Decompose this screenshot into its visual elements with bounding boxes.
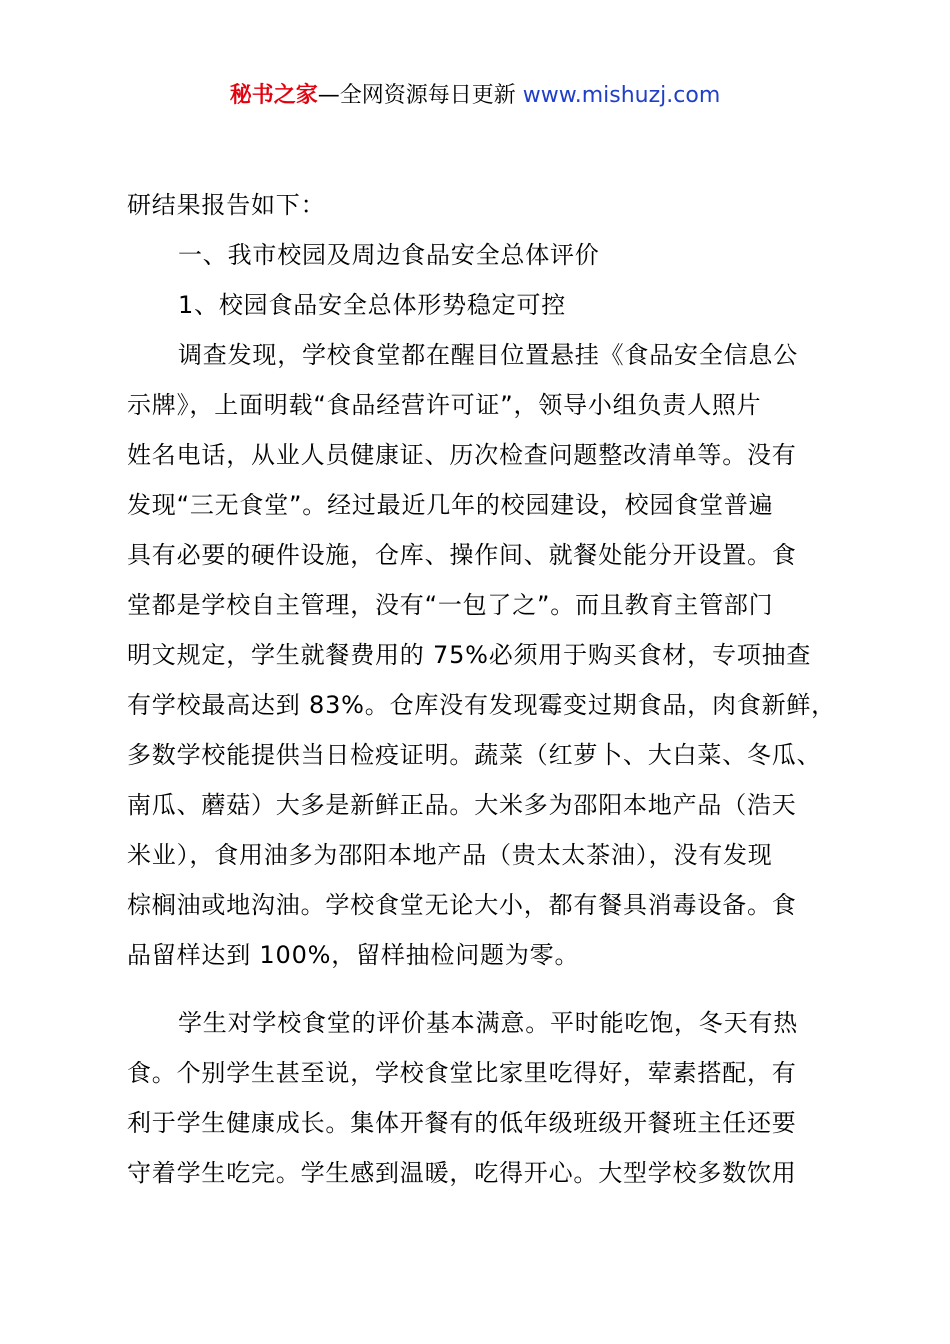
intro-line: 研结果报告如下：: [127, 191, 326, 219]
site-slogan: —全网资源每日更新: [317, 83, 523, 108]
paragraph-line: 具有必要的硬件设施，仓库、操作间、就餐处能分开设置。食: [127, 541, 797, 569]
paragraph-line: 守着学生吃完。学生感到温暖，吃得开心。大型学校多数饮用: [127, 1159, 797, 1187]
site-header: [0, 80, 950, 112]
paragraph-line: 调查发现，学校食堂都在醒目位置悬挂《食品安全信息公: [178, 341, 798, 369]
site-brand: 秘书之家: [229, 83, 318, 108]
paragraph-gap: [127, 980, 827, 998]
paragraph-line: 食。个别学生甚至说，学校食堂比家里吃得好，荤素搭配，有: [127, 1059, 797, 1087]
site-url-link[interactable]: www.mishuzj.com: [522, 83, 721, 108]
paragraph-line: 多数学校能提供当日检疫证明。蔬菜（红萝卜、大白菜、冬瓜、: [127, 741, 822, 769]
paragraph-1: [127, 330, 836, 980]
paragraph-line: 南瓜、蘑菇）大多是新鲜正品。大米多为邵阳本地产品（浩天: [127, 791, 797, 819]
subsection-heading: 1、校园食品安全总体形势稳定可控: [178, 291, 567, 319]
paragraph-line: 学生对学校食堂的评价基本满意。平时能吃饱，冬天有热: [178, 1009, 798, 1037]
paragraph-line: 品留样达到 100%，留样抽检问题为零。: [127, 941, 580, 969]
paragraph-line: 发现“三无食堂”。经过最近几年的校园建设，校园食堂普遍: [127, 491, 774, 519]
paragraph-line: 棕榈油或地沟油。学校食堂无论大小，都有餐具消毒设备。食: [127, 891, 797, 919]
paragraph-line: 姓名电话，从业人员健康证、历次检查问题整改清单等。没有: [127, 441, 797, 469]
paragraph-line: 有学校最高达到 83%。仓库没有发现霉变过期食品，肉食新鲜，: [127, 691, 836, 719]
paragraph-line: 明文规定，学生就餐费用的 75%必须用于购买食材，专项抽查: [127, 641, 812, 669]
paragraph-line: 利于学生健康成长。集体开餐有的低年级班级开餐班主任还要: [127, 1109, 797, 1137]
section-heading: 一、我市校园及周边食品安全总体评价: [178, 241, 600, 269]
paragraph-line: 米业），食用油多为邵阳本地产品（贵太太茶油），没有发现: [127, 841, 773, 869]
paragraph-line: 示牌》，上面明载“食品经营许可证”，领导小组负责人照片: [127, 391, 762, 419]
document-body: [127, 180, 836, 1198]
paragraph-line: 堂都是学校自主管理，没有“一包了之”。而且教育主管部门: [127, 591, 774, 619]
paragraph-2: [127, 998, 827, 1198]
